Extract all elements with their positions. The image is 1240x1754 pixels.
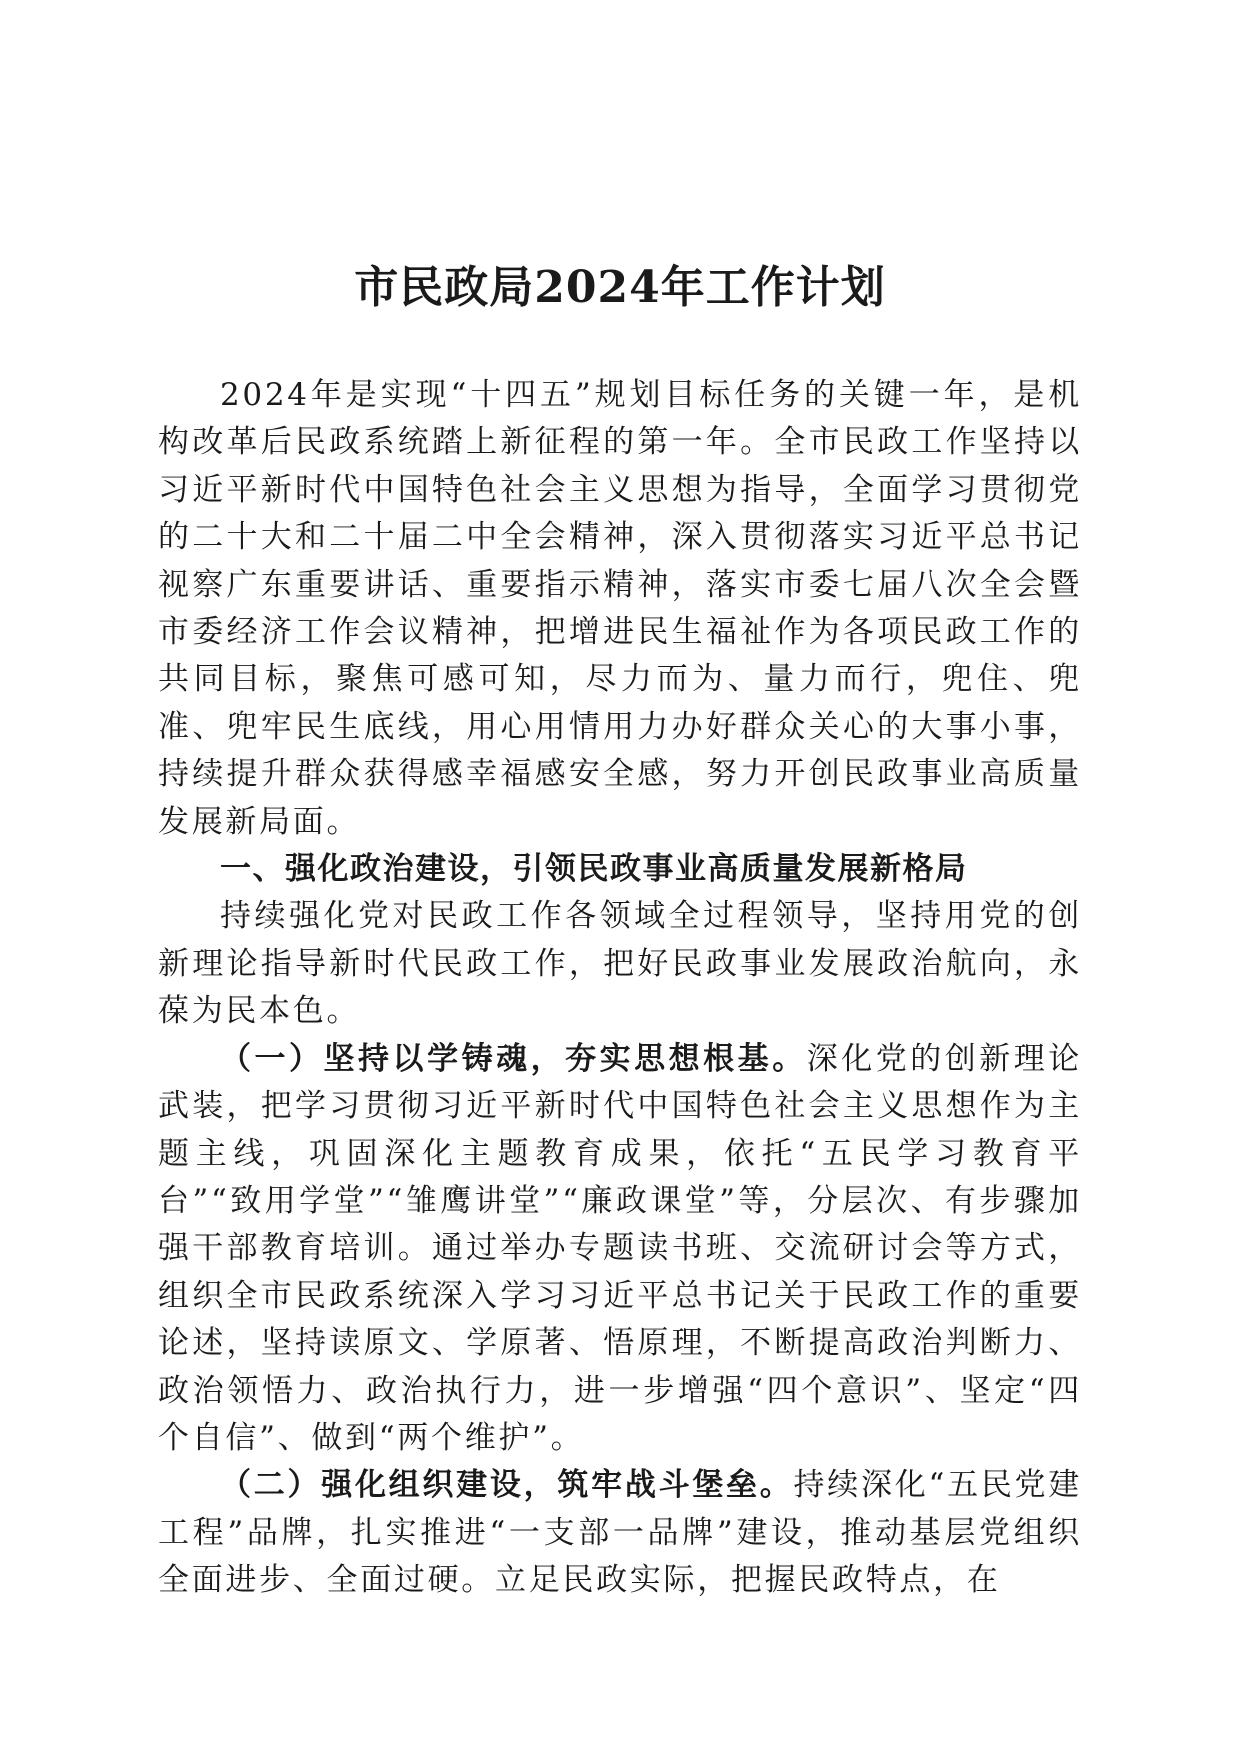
subsection-2-text: 持续深化“五民党建工程”品牌，扎实推进“一支部一品牌”建设，推动基层党组织全面进步、全面过硬。立足民政实际，把握民政特点，在 <box>158 1467 1082 1599</box>
section-1-paragraph: 持续强化党对民政工作各领域全过程领导，坚持用党的创新理论指导新时代民政工作，把好民政事业发展政治航向，永葆为民本色。 <box>158 898 1082 1030</box>
intro-paragraph: 2024年是实现“十四五”规划目标任务的关键一年，是机构改革后民政系统踏上新征程的第一年。全市民政工作坚持以习近平新时代中国特色社会主义思想为指导，全面学习贯彻党的二十大和二十届二中全会精神，深入贯彻落实习近平总书记视察广东重要讲话、重要指示精神，落实市委七届八次全会暨市委经济工作会议精神，把增进民生福祉作为各项民政工作的共同目标，聚焦可感可知，尽力而为、量力而行，兜住、兜准、兜牢民生底线，用心用情用力办好群众关心的大事小事，持续提升群众获得感幸福感安全感，努力开创民政事业高质量发展新局面。 <box>158 377 1082 840</box>
subsection-1-lead: （一）坚持以学铸魂，夯实思想根基。 <box>220 1040 807 1077</box>
subsection-1-paragraph <box>158 1036 1082 1463</box>
subsection-1-text: 深化党的创新理论武装，把学习贯彻习近平新时代中国特色社会主义思想作为主题主线，巩固深化主题教育成果，依托“五民学习教育平台”“致用学堂”“雏鹰讲堂”“廉政课堂”等，分层次、有步骤加强干部教育培训。通过举办专题读书班、交流研讨会等方式，组织全市民政系统深入学习习近平总书记关于民政工作的重要论述，坚持读原文、学原著、悟原理，不断提高政治判断力、政治领悟力、政治执行力，进一步增强“四个意识”、坚定“四个自信”、做到“两个维护”。 <box>158 1040 1082 1456</box>
document-title: 市民政局2024年工作计划 <box>354 262 886 313</box>
subsection-2-lead: （二）强化组织建设，筑牢战斗堡垒。 <box>220 1467 794 1504</box>
document-body <box>158 372 1082 1605</box>
subsection-2-paragraph <box>158 1462 1082 1604</box>
section-1-heading: 一、强化政治建设，引领民政事业高质量发展新格局 <box>220 851 968 888</box>
